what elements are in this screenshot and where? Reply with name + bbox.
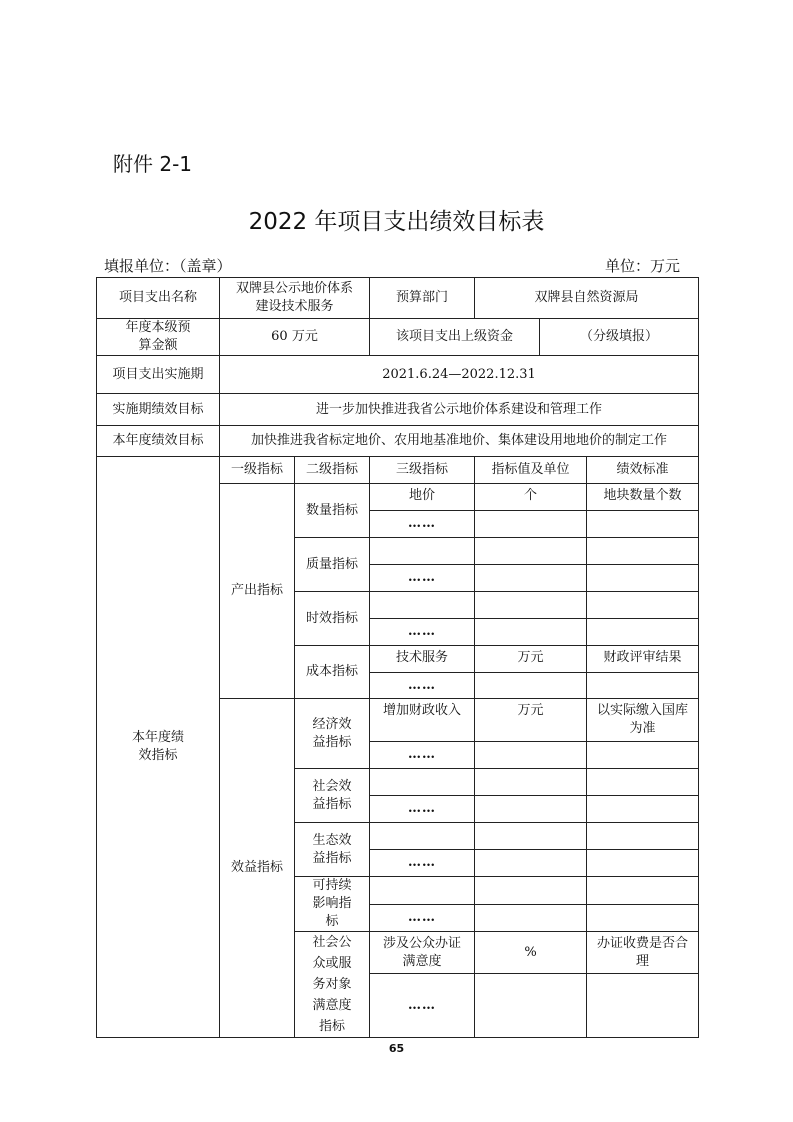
ellipsis-cell: ……	[370, 619, 475, 646]
superior-funds-value: （分级填报）	[540, 319, 699, 356]
ellipsis-cell: ……	[370, 673, 475, 699]
annual-budget-value: 60 万元	[220, 319, 370, 356]
quality-indicator-label: 质量指标	[295, 538, 370, 592]
satisfaction-indicator-label: 社会公众或服务对象满意度指标	[295, 932, 370, 1038]
ellipsis-cell: ……	[370, 796, 475, 823]
empty-cell	[587, 904, 699, 932]
economic-unit: 万元	[475, 699, 587, 742]
benefit-indicator-label: 效益指标	[220, 699, 295, 1038]
quantity-indicator-label: 数量指标	[295, 484, 370, 538]
indicator-header-row	[97, 457, 699, 484]
cost-indicator-label: 成本指标	[295, 646, 370, 699]
empty-cell	[370, 877, 475, 905]
quantity-unit: 个	[475, 484, 587, 511]
empty-cell	[475, 850, 587, 877]
empty-cell	[587, 850, 699, 877]
annual-budget-label: 年度本级预算金额	[97, 319, 220, 356]
period-goal-label: 实施期绩效目标	[97, 394, 220, 426]
superior-funds-label: 该项目支出上级资金	[370, 319, 540, 356]
annual-goal-label: 本年度绩效目标	[97, 426, 220, 457]
empty-cell	[370, 538, 475, 565]
empty-cell	[370, 592, 475, 619]
fill-unit-label: 填报单位：（盖章）	[104, 257, 232, 275]
cost-unit: 万元	[475, 646, 587, 673]
ecological-indicator-label: 生态效益指标	[295, 823, 370, 877]
ellipsis-cell: ……	[370, 904, 475, 932]
budget-dept-label: 预算部门	[370, 278, 475, 319]
quantity-level3: 地价	[370, 484, 475, 511]
annual-budget-row	[97, 319, 699, 356]
empty-cell	[587, 877, 699, 905]
empty-cell	[587, 592, 699, 619]
empty-cell	[587, 565, 699, 592]
unit-label: 单位：万元	[604, 257, 680, 275]
period-label: 项目支出实施期	[97, 356, 220, 394]
empty-cell	[475, 673, 587, 699]
page-number: 65	[388, 1042, 405, 1055]
col-value-unit: 指标值及单位	[475, 457, 587, 484]
empty-cell	[475, 796, 587, 823]
economic-indicator-label: 经济效益指标	[295, 699, 370, 769]
ellipsis-cell: ……	[370, 974, 475, 1038]
project-name-label: 项目支出名称	[97, 278, 220, 319]
ellipsis-cell: ……	[370, 742, 475, 769]
empty-cell	[475, 904, 587, 932]
empty-cell	[587, 511, 699, 538]
economic-standard: 以实际缴入国库为准	[587, 699, 699, 742]
period-goal-row	[97, 394, 699, 426]
empty-cell	[475, 769, 587, 796]
empty-cell	[587, 769, 699, 796]
empty-cell	[475, 538, 587, 565]
col-level1: 一级指标	[220, 457, 295, 484]
empty-cell	[587, 974, 699, 1038]
empty-cell	[587, 673, 699, 699]
ellipsis-cell: ……	[370, 565, 475, 592]
annual-goal-value: 加快推进我省标定地价、农用地基准地价、集体建设用地地价的制定工作	[220, 426, 699, 457]
project-name-value: 双牌县公示地价体系建设技术服务	[220, 278, 370, 319]
empty-cell	[587, 796, 699, 823]
output-indicator-label: 产出指标	[220, 484, 295, 699]
empty-cell	[587, 619, 699, 646]
period-goal-value: 进一步加快推进我省公示地价体系建设和管理工作	[220, 394, 699, 426]
project-name-row	[97, 278, 699, 319]
empty-cell	[475, 742, 587, 769]
empty-cell	[475, 974, 587, 1038]
empty-cell	[475, 511, 587, 538]
col-level2: 二级指标	[295, 457, 370, 484]
period-row	[97, 356, 699, 394]
performance-goal-table	[96, 277, 699, 1038]
col-standard: 绩效标准	[587, 457, 699, 484]
sustainable-indicator-label: 可持续影响指标	[295, 877, 370, 932]
col-level3: 三级指标	[370, 457, 475, 484]
economic-level3: 增加财政收入	[370, 699, 475, 742]
quantity-standard: 地块数量个数	[587, 484, 699, 511]
satisfaction-standard: 办证收费是否合理	[587, 932, 699, 974]
empty-cell	[587, 538, 699, 565]
ellipsis-cell: ……	[370, 511, 475, 538]
satisfaction-unit: %	[475, 932, 587, 974]
empty-cell	[475, 823, 587, 850]
ellipsis-cell: ……	[370, 850, 475, 877]
timeliness-indicator-label: 时效指标	[295, 592, 370, 646]
cost-standard: 财政评审结果	[587, 646, 699, 673]
satisfaction-level3: 涉及公众办证满意度	[370, 932, 475, 974]
attachment-label: 附件 2-1	[113, 152, 193, 176]
empty-cell	[475, 877, 587, 905]
empty-cell	[587, 823, 699, 850]
annual-indicators-label	[97, 457, 220, 1038]
annual-goal-row	[97, 426, 699, 457]
period-value: 2021.6.24—2022.12.31	[220, 356, 699, 394]
empty-cell	[370, 769, 475, 796]
cost-level3: 技术服务	[370, 646, 475, 673]
empty-cell	[587, 742, 699, 769]
annual-indicators-text: 本年度绩效指标	[131, 730, 184, 763]
social-indicator-label: 社会效益指标	[295, 769, 370, 823]
empty-cell	[475, 619, 587, 646]
empty-cell	[475, 592, 587, 619]
empty-cell	[475, 565, 587, 592]
page-title: 2022 年项目支出绩效目标表	[248, 209, 545, 235]
empty-cell	[370, 823, 475, 850]
budget-dept-value: 双牌县自然资源局	[475, 278, 699, 319]
